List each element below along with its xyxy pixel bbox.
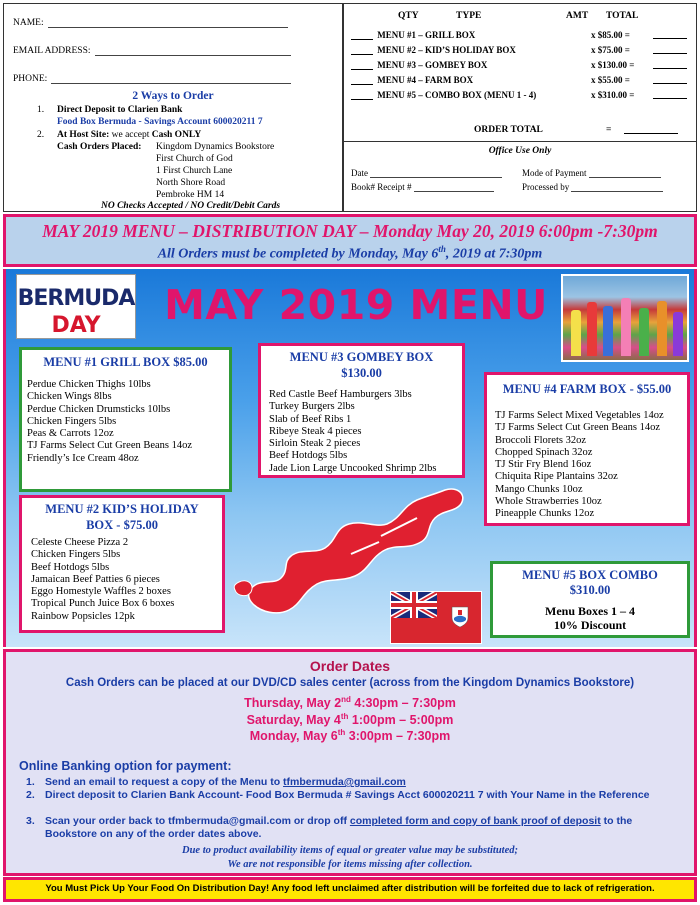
office-date-label: Date xyxy=(351,168,368,178)
qty-input-line[interactable] xyxy=(351,77,373,85)
email-field[interactable] xyxy=(13,46,291,56)
cash-place-2: First Church of God xyxy=(156,154,233,164)
order-dates-title: Order Dates xyxy=(309,658,391,674)
online-step-3: 3. Scan your order back to tfmbermuda@gmail.com or drop off completed form and copy of bank proof of deposit to the Bookstore on any of the order dates above. xyxy=(26,815,633,840)
no-checks-note: NO Checks Accepted / NO Credit/Debit Cards xyxy=(101,201,281,211)
online-step-1: 1. Send an email to request a copy of the Menu to tfmbermuda@gmail.com xyxy=(26,776,406,788)
list-item: Celeste Cheese Pizza 2 xyxy=(31,537,129,548)
order-row-5[interactable] xyxy=(351,90,691,102)
list-item: Red Castle Beef Hamburgers 3lbs xyxy=(269,389,412,400)
col-type-header: TYPE xyxy=(456,11,482,21)
office-use-title: Office Use Only xyxy=(344,141,696,156)
order-type: MENU #4 – FARM BOX xyxy=(377,75,474,85)
phone-input-line[interactable] xyxy=(51,75,291,84)
qty-input-line[interactable] xyxy=(351,62,373,70)
list-item: Jade Lion Large Uncooked Shrimp 2lbs xyxy=(269,462,437,474)
total-input-line[interactable] xyxy=(653,38,687,39)
cash-place-1: Kingdom Dynamics Bookstore xyxy=(156,142,275,152)
distribution-day-heading: MAY 2019 MENU – DISTRIBUTION DAY – Monday May 20, 2019 6:00pm -7:30pm xyxy=(42,221,658,241)
cash-places-label: Cash Orders Placed: xyxy=(57,142,142,152)
email-input-line[interactable] xyxy=(95,47,291,56)
order-total-equals: = xyxy=(606,125,612,135)
menu-2-title-line-2: BOX - $75.00 xyxy=(86,518,158,532)
list-item: TJ Farms Select Mixed Vegetables 14oz xyxy=(495,410,664,421)
order-email-link[interactable]: tfmbermuda@gmail.com xyxy=(283,776,406,788)
order-price: x $85.00 = xyxy=(591,30,630,40)
list-item: Turkey Burgers 2lbs xyxy=(269,401,355,413)
cash-place-5: Pembroke HM 14 xyxy=(156,190,225,200)
list-item: Slab of Beef Ribs 1 xyxy=(269,413,352,425)
qty-input-line[interactable] xyxy=(351,47,373,55)
list-item: Perdue Chicken Drumsticks 10lbs xyxy=(27,403,171,415)
order-row-3[interactable] xyxy=(351,60,691,72)
list-item: Ribeye Steak 4 pieces xyxy=(269,425,362,437)
gombey-dancers-photo xyxy=(561,274,689,362)
menu-4-farm-box xyxy=(484,372,690,526)
total-input-line[interactable] xyxy=(653,68,687,69)
menu-1-grill-box xyxy=(19,347,232,492)
order-price: x $75.00 = xyxy=(591,45,630,55)
menu-2-items xyxy=(31,537,222,623)
col-qty-header: QTY xyxy=(398,11,419,21)
office-mode-field[interactable] xyxy=(522,168,661,178)
way-2-text: At Host Site: we accept Cash ONLY xyxy=(57,130,202,140)
cash-place-3: 1 First Church Lane xyxy=(156,166,233,176)
total-input-line[interactable] xyxy=(653,98,687,99)
list-item: Mango Chunks 10oz xyxy=(495,483,583,495)
list-item: Beef Hotdogs 5lbs xyxy=(269,450,348,462)
office-processed-label: Processed by xyxy=(522,182,570,192)
order-row-1[interactable] xyxy=(351,30,691,42)
menu-5-title-line-1: MENU #5 BOX COMBO xyxy=(522,568,658,582)
qty-input-line[interactable] xyxy=(351,92,373,100)
total-input-line[interactable] xyxy=(653,53,687,54)
list-item: Sirloin Steak 2 pieces xyxy=(269,438,361,450)
email-label: EMAIL ADDRESS: xyxy=(13,46,91,56)
pickup-warning-footer: You Must Pick Up Your Food On Distribution Day! Any food left unclaimed after distribution will be forfeited due to lack of refrigeration. xyxy=(3,877,697,902)
list-item: Chopped Spinach 32oz xyxy=(495,446,593,458)
order-price: x $130.00 = xyxy=(591,60,635,70)
menu-3-gombey-box xyxy=(258,343,465,478)
menu-poster xyxy=(3,269,697,647)
order-date-1: Thursday, May 2nd 4:30pm – 7:30pm xyxy=(244,695,456,711)
order-row-4[interactable] xyxy=(351,75,691,87)
union-jack-icon xyxy=(391,592,437,618)
bermuda-day-logo xyxy=(16,274,136,339)
menu-4-items xyxy=(495,410,687,521)
logo-top-text: BERMUDA xyxy=(17,286,135,311)
office-processed-field[interactable] xyxy=(522,182,663,192)
phone-label: PHONE: xyxy=(13,74,48,84)
order-deadline: All Orders must be completed by Monday, May 6th, 2019 at 7:30pm xyxy=(157,244,543,262)
menu-4-title: MENU #4 FARM BOX - $55.00 xyxy=(502,382,672,396)
menu-2-title-line-1: MENU #2 KID’S HOLIDAY xyxy=(45,502,199,516)
menu-5-boxes-line: Menu Boxes 1 – 4 xyxy=(545,604,635,618)
order-dates-section xyxy=(3,649,697,876)
menu-3-items xyxy=(269,389,462,475)
bermuda-shield-icon xyxy=(451,606,469,628)
menu-5-combo-box xyxy=(490,561,690,638)
list-item: Eggo Homestyle Waffles 2 boxes xyxy=(31,586,171,598)
office-receipt-field[interactable] xyxy=(351,182,494,192)
list-item: Whole Strawberries 10oz xyxy=(495,496,602,508)
list-item: Chicken Wings 8lbs xyxy=(27,391,112,403)
cash-orders-note: Cash Orders can be placed at our DVD/CD sales center (across from the Kingdom Dynamics Bookstore) xyxy=(65,677,635,689)
office-mode-label: Mode of Payment xyxy=(522,168,587,178)
menu-3-title-line-2: $130.00 xyxy=(341,366,382,380)
order-type: MENU #2 – KID’S HOLIDAY BOX xyxy=(377,45,516,55)
list-item: TJ Farms Select Cut Green Beans 14oz xyxy=(495,422,661,434)
order-row-2[interactable] xyxy=(351,45,691,57)
list-item: Perdue Chicken Thighs 10lbs xyxy=(27,379,151,390)
customer-info-panel xyxy=(3,3,343,212)
order-type: MENU #1 – GRILL BOX xyxy=(377,30,476,40)
ways-to-order-title: 2 Ways to Order xyxy=(132,90,214,102)
order-total-input-line[interactable] xyxy=(624,133,678,134)
substitution-disclaimer: Due to product availability items of equal or greater value may be substituted; We are not responsible for items missing after collection. xyxy=(182,845,518,870)
list-item: Chicken Fingers 5lbs xyxy=(27,415,117,427)
menu-5-discount-line: 10% Discount xyxy=(553,618,627,632)
list-item: Beef Hotdogs 5lbs xyxy=(31,561,110,573)
order-date-3: Monday, May 6th 3:00pm – 7:30pm xyxy=(249,728,451,744)
total-input-line[interactable] xyxy=(653,83,687,84)
menu-1-items xyxy=(27,379,229,465)
name-label: NAME: xyxy=(13,18,44,28)
logo-bottom-text: DAY xyxy=(51,313,101,338)
order-price: x $55.00 = xyxy=(591,75,630,85)
col-total-header: TOTAL xyxy=(606,11,639,21)
phone-field[interactable] xyxy=(13,74,291,84)
list-item: Friendly’s Ice Cream 48oz xyxy=(27,452,139,464)
way-1-title: Direct Deposit to Clarien Bank xyxy=(57,105,183,115)
bermuda-flag xyxy=(390,591,482,644)
online-banking-title: Online Banking option for payment: xyxy=(19,759,232,773)
list-item: Chiquita Ripe Plantains 32oz xyxy=(495,471,618,483)
way-1-account: Food Box Bermuda - Savings Account 600020211 7 xyxy=(57,117,263,127)
col-amt-header: AMT xyxy=(566,11,589,21)
list-item: Rainbow Popsicles 12pk xyxy=(31,610,135,622)
online-step-2: 2. Direct deposit to Clarien Bank Account- Food Box Bermuda # Savings Acct 600020211 7 with Your Name in the Reference xyxy=(26,789,650,801)
list-item: TJ Farms Select Cut Green Beans 14oz xyxy=(27,440,193,452)
order-type: MENU #5 – COMBO BOX (MENU 1 - 4) xyxy=(377,90,537,100)
island-shape xyxy=(234,581,252,596)
menu-2-kids-holiday-box xyxy=(19,495,225,633)
order-price: x $310.00 = xyxy=(591,90,635,100)
list-item: Tropical Punch Juice Box 6 boxes xyxy=(31,598,175,610)
order-type: MENU #3 – GOMBEY BOX xyxy=(377,60,488,70)
list-item: Broccoli Florets 32oz xyxy=(495,434,586,446)
office-date-field[interactable] xyxy=(351,168,502,178)
list-item: Chicken Fingers 5lbs xyxy=(31,549,121,561)
order-date-2: Saturday, May 4th 1:00pm – 5:00pm xyxy=(246,712,454,728)
order-total-label: ORDER TOTAL xyxy=(474,125,543,135)
list-item: Pineapple Chunks 12oz xyxy=(495,508,595,520)
menu-1-title: MENU #1 GRILL BOX $85.00 xyxy=(43,355,208,369)
list-item: Jamaican Beef Patties 6 pieces xyxy=(31,573,160,585)
list-item: TJ Stir Fry Blend 16oz xyxy=(495,459,592,471)
cash-place-4: North Shore Road xyxy=(156,178,226,188)
list-item: Peas & Carrots 12oz xyxy=(27,428,114,440)
distribution-banner xyxy=(3,214,697,267)
menu-5-title-line-2: $310.00 xyxy=(569,583,611,597)
qty-input-line[interactable] xyxy=(351,32,373,40)
poster-title: MAY 2019 MENU xyxy=(164,281,548,329)
order-form-panel xyxy=(343,3,697,212)
name-input-line[interactable] xyxy=(48,19,288,28)
way-1-number: 1. xyxy=(37,105,45,115)
office-receipt-label: Book# Receipt # xyxy=(351,182,412,192)
name-field[interactable] xyxy=(13,18,288,28)
menu-3-title-line-1: MENU #3 GOMBEY BOX xyxy=(289,350,434,364)
way-2-number: 2. xyxy=(37,130,45,140)
